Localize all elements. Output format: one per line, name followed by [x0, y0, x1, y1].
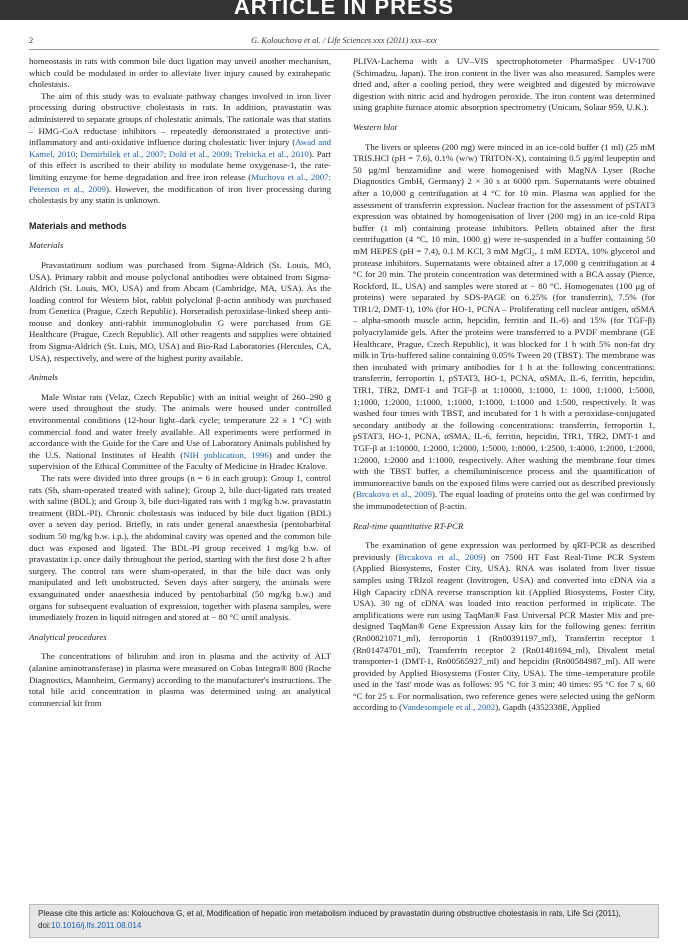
reference-link[interactable]: Vandesompele et al., 2002 — [402, 702, 496, 713]
text-run: ). However, the modification of iron liver processing during cholestasis by any statin is unknown. — [29, 183, 332, 206]
paragraph: PLIVA-Lachema with a UV–VIS spectrophotometer PharmaSpec UV-1700 (Schimadzu, Japan). The iron content in the liver was also measured. Samples were dried and, after a cooling period, they were weighted and digested by microwave digestion with nitric acid and hydrogen peroxide. The iron content was determined using graphite furnace atomic absorption spectrometry (Unicam, Solaar 959, U.K.). — [353, 56, 655, 113]
doi-link[interactable]: 10.1016/j.lfs.2011.08.014 — [51, 921, 142, 930]
reference-link[interactable]: Brcakova et al., 2009 — [355, 489, 432, 500]
running-title: G. Kolouchova et al. / Life Sciences xxx (2011) xxx–xxx — [251, 36, 437, 45]
paragraph: The concentrations of bilirubin and iron in plasma and the activity of ALT (alanine aminotransferase) in plasma were measured on Cobas Integra® 800 (Roche Diagnostics, Mannheim, Germany) according to the manufacturer's instructions. The total bile acid concentration in plasma was determined using an analytical commercial kit from — [29, 651, 331, 708]
paragraph: The rats were divided into three groups (n = 6 in each group): Group 1, control rats (Sh, sham-operated treated with saline); Group 2, bile duct-ligated rats treated with saline (BDL); and Group 3, bile duct-ligated rats with 1 mg/kg b.w. pravastatin treatment (BDL-PI). Chronic cholestasis was induced by bile duct ligation (BDL) over a seven day period. Briefly, in rats under general anaesthesia (pentobarbital sodium 50 mg/kg b.w. i.p.), the abdominal cavity was opened and the common bile duct was exposed and ligated. The BDL-PI group received 1 mg/kg b.w. of pravastatin i.p. once daily throughout the period, starting with the first dose 2 h after surgery. The control rats were sham-operated, in that the bile duct was only manipulated and left unobstructed. Seven days after surgery, the animals were exsanguinated under anaesthesia induced by pentobarbital (50 mg/kg b.w.) and organs for subsequent evaluation of expression, together with plasma samples, were immediately frozen in liquid nitrogen and stored at − 80 °C until analysis. — [29, 473, 331, 623]
reference-link[interactable]: Awad and Kamel, 2010; Demirbilek et al., 2007; Dold et al., 2009; Trebicka et al., 2010 — [29, 137, 331, 159]
article-in-press-banner: ARTICLE IN PRESS — [0, 0, 688, 20]
text-run: The examination of gene expression was performed by qRT-PCR as described previously ( — [353, 540, 655, 562]
running-header — [29, 36, 659, 48]
section-heading: Materials and methods — [29, 220, 127, 231]
text-run: ). The equal loading of proteins onto the gel was confirmed by the immunodetection of β-actin. — [353, 489, 655, 511]
text-run: Male Wistar rats (Velaz, Czech Republic) with an initial weight of 260–290 g were used throughout the study. The animals were housed under controlled environmental conditions (12-hour light–dark cycle; temperature 22 ± 1 °C) with commercial food and water freely available. All experiments were performed in accordance with the Guide for the Care and Use of Laboratory Animals published by the U.S. National Institutes of Health ( — [29, 391, 331, 460]
reference-link[interactable]: Muchova et al., 2007; Peterson et al., 2009 — [29, 171, 331, 194]
subsection-heading: Real-time quantitative RT-PCR — [353, 520, 464, 531]
paragraph — [353, 540, 655, 714]
text-run: The aim of this study was to evaluate pathway changes involved in iron liver processing during obstructive cholestasis in rats. In addition, pravastatin was administered to separate groups of cholestatic animals. The rationale was that statins – HMG-CoA reductase inhibitors – repeatedly demonstrated a protective anti-inflammatory and anti-oxidative influence during cholestatic liver injury ( — [29, 90, 331, 148]
text-run: ) and under the supervision of the Ethical Committee of the Faculty of Medicine in Hradec Kralove. — [29, 449, 331, 472]
text-run: The livers or spleens (200 mg) were minced in an ice-cold buffer (1 ml) (25 mM TRIS.HCl (pH = 7.6), 0.1% (w/w) TRITON-X), containing 0.5 μg/ml leupeptin and 50 μg/ml benzamidine and were homogenised with MagNA Lyser (Roche Diagnostics GmbH, Germany) 2 × 30 s at 6000 rpm. Supernatants were obtained after a 10,000 g centrifugation at 4 °C for 10 min. Plasma was applied for the assessment of transferrin expression. Nuclear fraction for the assessment of pSTAT3 expression was obtained by homogenisation of liver (200 mg) in an ice-cold Ripa buffer (1 ml) containing protease inhibitors. Pellets obtained after the first centrifugation (4 °C, 10 min, 1000 g) were re-suspended in a buffer containing 50 mM HEPES (pH = 7.4), 0.1 M KCl, 3 mM MgCl₂, 1 mM EDTA, 10% glycerol and protease inhibitors. Supernatants were obtained after a 17,000 g centrifugation at 4 °C for 20 min. The protein concentration was determined with a BCA assay (Pierce, Rockford, IL, USA) and samples were stored at − 80 °C. Homogenates (100 μg of proteins) were separated by SDS-PAGE on 6.25% (for transferrin), 7.5% (for TfR1/2, DMT-1), 10% (for HO-1, PCNA – Proliferating cell nuclear antigen, αSMA – alpha-smooth muscle actin, hepcidin, ferritin and IL-6) and 15% (for TGF-β) polyacrylamide gels. After the proteins were transferred to a PVDF membrane (GE Healthcare, Prague, Czech Republic), it was blocked for 1 h with 5% non-fat dry milk in Tris-buffered saline containing 0.05% Tween 20 (TBST). The membrane was then incubated with primary antibodies for 1 h at the following concentrations: transferrin, ferroportin 1, pSTAT3, HO-1, PCNA, αSMA, IL-6, ferritin, hepcidin, TfR1, TfR2, DMT-1 and TGF-β at 1:10000, 1:1000, 1: 1000, 1:1000, 1:5000, 1:1000, 1:2000, 1:1000, 1:1000, 1:1000, 1:1000 and 1:500, respectively. It was washed four times with TBST, and incubated for 1 h with a peroxidase-conjugated secondary antibody at the following concentrations: transferrin, ferroportin 1, pSTAT3, HO-1, PCNA, αSMA, IL-6, ferritin, hepcidin, TfR1, TfR2, DMT-1 and TGF-β at 1:10000, 1:2000, 1:2000, 1:5000, 1:8000, 1:2500, 1:4000, 1:2000, 1:2000, 1:2000, 1:2000 and 1:1000, respectively. After washing the membrane four times with the TBST buffer, a chemiluminiscence process and the quantification of immunoreactive bands on the exposed films were carried out as described previously ( — [353, 141, 655, 500]
text-run: ) on 7500 HT Fast Real-Time PCR System (Applied Biosystems, Foster City, USA). RNA was isolated from liver tissue samples using TRIzol reagent (Invitrogen, USA) and converted into cDNA via a High Capacity cDNA reverse transcription kit (Applied Biosystems, Foster City, USA). 30 ng of cDNA was loaded into reaction performed in triplicate. The amplifications were run using TaqMan® Fast Universal PCR Master Mix and pre-designed TaqMan® Gene Expression Assay kits for the following genes: ferritin (Rn00821071_ml), ferroportin 1 (Rn00391197_ml), Transferrin receptor 1 (Rn01474701_ml), Transferrin receptor 2 (Rn01481694_ml), Divalent metal transporter-1 (DMT-1, Rn00565927_ml) and hepcidin (Rn00584987_ml). All were provided by Applied Biosystems (Foster City, USA). The time–temperature profile used in the 'fast' mode was as follows: 95 °C for 3 min; 40 times: 95 °C for 7 s, 60 °C for 25 s. For normalisation, two reference genes were selected using the geNorm according to ( — [353, 551, 655, 713]
paragraph — [29, 392, 331, 473]
citation-text: Please cite this article as: Kolouchova G, et al, Modification of hepatic iron metabolism induced by pravastatin during obstructive cholestasis in rats, Life Sci (2011), doi: — [38, 909, 621, 930]
reference-link[interactable]: NIH publication, 1996 — [183, 449, 269, 460]
right-column — [353, 56, 655, 714]
subsection-heading: Materials — [29, 240, 64, 251]
text-run: ). Part of this effect is ascribed to their ability to modulate heme oxygenase-1, the rate-limiting enzyme for heme degradation and free iron release ( — [29, 148, 331, 182]
paragraph — [353, 142, 655, 513]
paragraph: Pravastatinum sodium was purchased from Sigma-Aldrich (St. Louis, MO, USA). Primary rabbit and mouse polyclonal antibodies were obtained from Sigma-Aldrich (St. Louis, MO, USA) and from Abcam (Cambridge, MA, USA). As the loading control for Western blot, rabbit polyclonal β-actin antibody was purchased from Genetica (Prague, Czech Republic). Horseradish peroxidase-linked sheep anti-mouse and donkey anti-rabbit immunoglobulin G were purchased from GE Healthcare (Prague, Czech Republic). All other reagents and supplies were obtained from Sigma-Aldrich (St. Luis, MO, USA) and Bio-Rad Laboratories (Hercules, CA, USA), respectively, and were of the highest purity available. — [29, 259, 331, 363]
subsection-heading: Analytical procedures — [29, 631, 107, 642]
page-number: 2 — [29, 36, 34, 45]
header-rule — [29, 49, 659, 50]
paragraph: homeostasis in rats with common bile duct ligation may unveil another mechanism, which could be modulated in order to alleviate liver injury caused by extrahepatic cholestasis. — [29, 56, 331, 90]
reference-link[interactable]: Brcakova et al., 2009 — [398, 551, 483, 562]
left-column — [29, 56, 331, 709]
paragraph — [29, 91, 331, 207]
subsection-heading: Western blot — [353, 121, 398, 132]
citation-box — [29, 904, 659, 938]
text-run: ), Gapdh (4352338E, Applied — [495, 702, 601, 713]
subsection-heading: Animals — [29, 372, 58, 383]
